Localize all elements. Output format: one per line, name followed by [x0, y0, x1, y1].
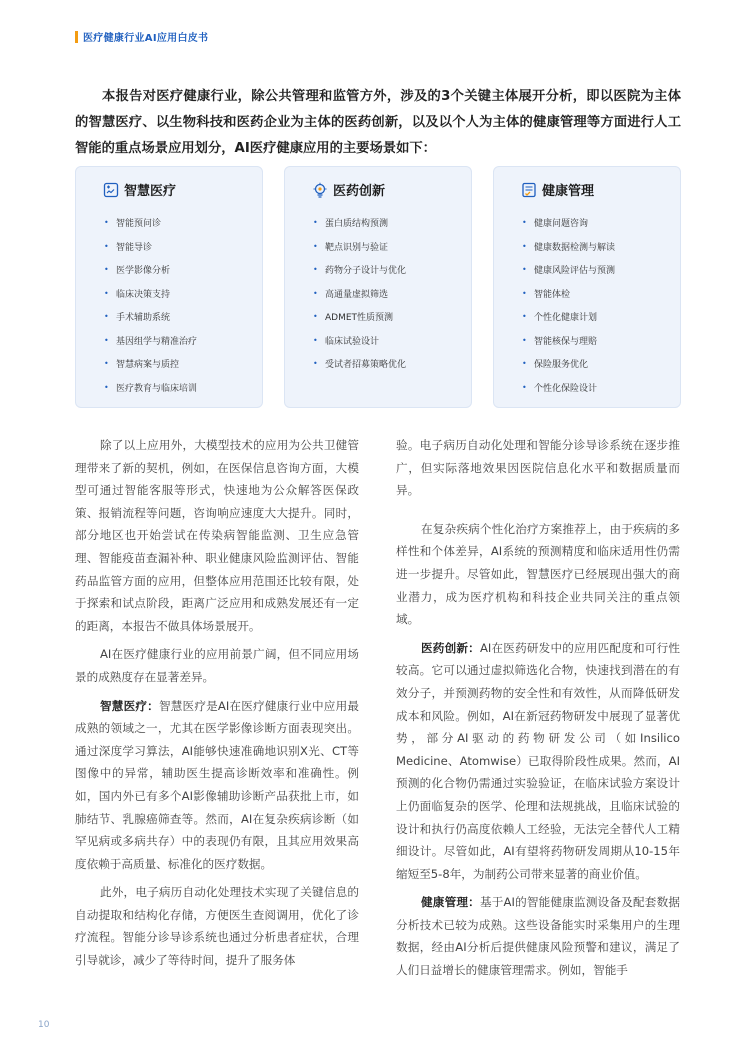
intro-paragraph: 本报告对医疗健康行业，除公共管理和监管方外，涉及的3个关键主体展开分析，即以医院为主体的智慧医疗、以生物科技和医药企业为主体的医药创新，以及以个人为主体的健康管理等方面进行人工智能的重点场景应用划分，AI医疗健康应用的主要场景如下：: [75, 89, 681, 157]
left-column: [75, 434, 359, 978]
list-item: • 个性化健康计划: [522, 312, 598, 324]
list-item: • ADMET性质预测: [313, 312, 394, 324]
list-item: • 智能导诊: [104, 241, 153, 253]
paragraph: 健康管理：基于AI的智能健康监测设备及配套数据分析技术已较为成熟。这些设备能实时采集用户的生理数据，经由AI分析后提供健康风险预警和建议，满足了人们日益增长的健康管理需求。例如，智能手: [396, 895, 680, 978]
section-label: 医药创新：: [421, 640, 480, 655]
list-item: • 手术辅助系统: [104, 312, 171, 324]
pharma-innovation-icon: [312, 182, 328, 198]
list-item: • 临床决策支持: [104, 288, 171, 300]
page-number: 10: [38, 1020, 50, 1030]
list-item: • 健康风险评估与预测: [522, 265, 616, 277]
list-item: • 蛋白质结构预测: [313, 218, 389, 230]
card-smart-medical: [75, 166, 263, 408]
paragraph: 智慧医疗：智慧医疗是AI在医疗健康行业中应用最成熟的领域之一，尤其在医学影像诊断方面表现突出。通过深度学习算法，AI能够快速准确地识别X光、CT等图像中的异常，辅助医生提高诊断效率和准确性。例如，国内外已有多个AI影像辅助诊断产品获批上市，如肺结节、乳腺癌筛查等。然而，AI在复杂疾病诊断（如罕见病或多病共存）中的表现仍有限，且其应用效果高度依赖于高质量、标准化的医疗数据。: [75, 698, 359, 871]
list-item: • 智能预问诊: [104, 218, 162, 230]
list-item: • 智能核保与理赔: [522, 335, 598, 347]
list-item: • 医学影像分析: [104, 265, 171, 277]
section-label: 智慧医疗：: [100, 698, 159, 713]
list-item: • 药物分子设计与优化: [313, 265, 407, 277]
health-management-icon: [521, 182, 537, 198]
list-item: • 健康数据检测与解读: [522, 241, 616, 253]
card-title: 智慧医疗: [124, 184, 177, 199]
card-title: 医药创新: [333, 184, 386, 199]
header-accent-bar: [75, 31, 78, 43]
card-pharma-innovation: [284, 166, 472, 408]
paragraph: 在复杂疾病个性化治疗方案推荐上，由于疾病的多样性和个体差异，AI系统的预测精度和临床适用性仍需进一步提升。尽管如此，智慧医疗已经展现出强大的商业潜力，成为医疗机构和科技企业共同关注的重点领域。: [396, 521, 680, 627]
list-item: • 基因组学与精准治疗: [104, 335, 198, 347]
list-item: • 智能体检: [522, 288, 571, 300]
paragraph: 医药创新：AI在医药研发中的应用匹配度和可行性较高。它可以通过虚拟筛选化合物，快速找到潜在的有效分子，并预测药物的安全性和有效性，从而降低研发成本和风险。例如，AI在新冠药物研发中展现了显著优势，部分AI驱动的药物研发公司（如Insilico Medicine、Atomwise）已取得阶段性成果。然而，AI预测的化合物仍需通过实验验证，在临床试验方案设计上仍面临复杂的医学、伦理和法规挑战，且临床试验的设计和执行仍高度依赖人工经验，无法完全替代人工精细设计。尽管如此，AI有望将药物研发周期从10-15年缩短至5-8年，为制药公司带来显著的商业价值。: [396, 640, 680, 881]
list-item: • 高通量虚拟筛选: [313, 288, 389, 300]
header-title: 医疗健康行业AI应用白皮书: [83, 33, 209, 44]
paragraph: 除了以上应用外，大模型技术的应用为公共卫健管理带来了新的契机，例如，在医保信息咨询方面，大模型可通过智能客服等形式，快速地为公众解答医保政策、报销流程等问题，咨询响应速度大大提升。同时，部分地区也开始尝试在传染病智能监测、卫生应急管理、智能疫苗查漏补种、职业健康风险监测评估、智能药品监管方面的应用，但整体应用范围还比较有限，处于探索和试点阶段，距离广泛应用和成熟发展还有一定的距离，本报告不做具体场景展开。: [75, 438, 359, 633]
list-item: • 智慧病案与质控: [104, 359, 180, 371]
section-label: 健康管理：: [421, 895, 480, 910]
list-item: • 医疗教育与临床培训: [104, 382, 198, 394]
scenario-cards: [75, 166, 681, 408]
list-item: • 受试者招募策略优化: [313, 359, 407, 371]
smart-medical-icon: [103, 182, 119, 198]
list-item: • 靶点识别与验证: [313, 241, 389, 253]
list-item: • 健康问题咨询: [522, 218, 589, 230]
paragraph: 验。电子病历自动化处理和智能分诊导诊系统在逐步推广，但实际落地效果因医院信息化水平和数据质量而异。: [396, 438, 680, 498]
list-item: • 保险服务优化: [522, 359, 589, 371]
list-item: • 临床试验设计: [313, 335, 380, 347]
list-item: • 个性化保险设计: [522, 382, 598, 394]
card-title: 健康管理: [542, 184, 595, 199]
paragraph: 此外，电子病历自动化处理技术实现了关键信息的自动提取和结构化存储，方便医生查阅调用，优化了诊疗流程。智能分诊导诊系统也通过分析患者症状，合理引导就诊，减少了等待时间，提升了服务体: [75, 885, 359, 968]
page-header: [75, 29, 208, 44]
card-health-management: [493, 166, 681, 408]
right-column: [396, 434, 680, 988]
paragraph: AI在医疗健康行业的应用前景广阔，但不同应用场景的成熟度存在显著差异。: [75, 647, 359, 684]
